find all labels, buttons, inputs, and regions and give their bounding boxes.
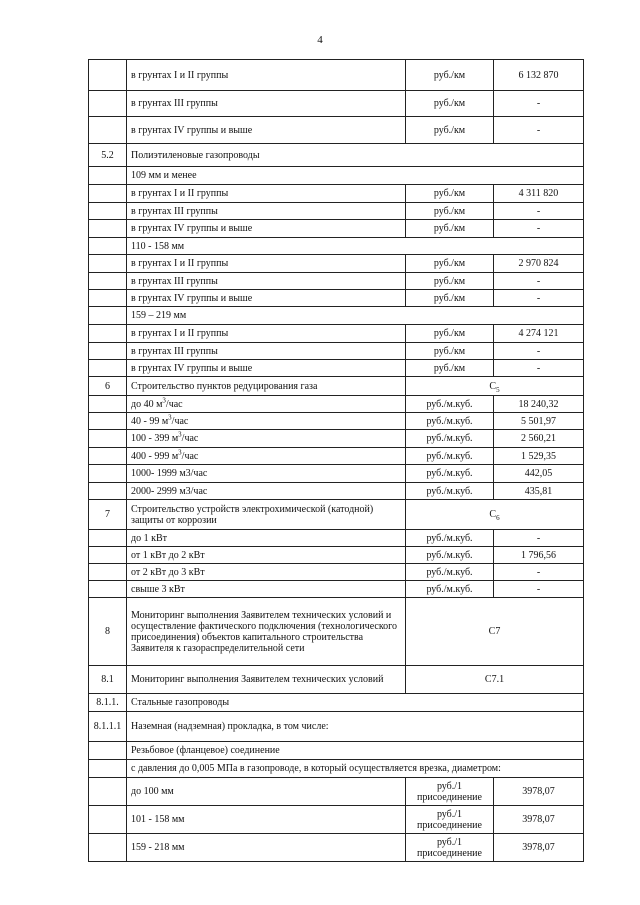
row-unit: руб./км	[406, 255, 494, 273]
table-row	[89, 91, 584, 117]
row-description-text: 101 - 158 мм	[131, 814, 185, 825]
row-description-text: в грунтах III группы	[131, 205, 218, 217]
row-value: -	[494, 343, 584, 360]
row-coefficient	[406, 666, 584, 694]
row-value: 442,05	[494, 465, 584, 483]
row-value: 3978,07	[494, 778, 584, 806]
row-number	[89, 325, 127, 343]
row-number	[89, 448, 127, 465]
table-row	[89, 325, 584, 343]
row-unit: руб./м.куб.	[406, 547, 494, 564]
unit-exponent: 3	[168, 413, 172, 422]
table-row	[89, 60, 584, 91]
row-description	[127, 203, 406, 220]
row-number: 8	[89, 598, 127, 666]
row-description	[127, 325, 406, 343]
row-number	[89, 91, 127, 117]
table-row	[89, 666, 584, 694]
row-number	[89, 806, 127, 834]
table-row	[89, 255, 584, 273]
row-coefficient	[406, 377, 584, 396]
table-row	[89, 778, 584, 806]
unit-exponent: 3	[162, 396, 166, 405]
row-coefficient	[406, 500, 584, 530]
row-description	[127, 396, 406, 413]
row-unit: руб./м.куб.	[406, 564, 494, 581]
row-description	[127, 377, 406, 396]
row-description	[127, 465, 406, 483]
table-row	[89, 167, 584, 185]
table-row	[89, 760, 584, 778]
row-number	[89, 343, 127, 360]
table-row	[89, 448, 584, 465]
row-description	[127, 581, 406, 598]
row-section-text: 159 – 219 мм	[127, 307, 584, 325]
row-description-text: 100 - 399 м	[131, 433, 179, 444]
row-number	[89, 203, 127, 220]
page-number: 4	[317, 34, 323, 46]
row-description-text: 2000- 2999 м3/час	[131, 485, 208, 497]
row-value: -	[494, 360, 584, 377]
table-row	[89, 307, 584, 325]
row-description-text: 1000- 1999 м3/час	[131, 468, 208, 479]
row-number	[89, 547, 127, 564]
coefficient-label: С7	[488, 626, 501, 637]
row-unit: руб./км	[406, 273, 494, 290]
row-unit: руб./м.куб.	[406, 448, 494, 465]
row-number	[89, 760, 127, 778]
row-section-text: Стальные газопроводы	[127, 694, 584, 712]
row-unit: руб./м.куб.	[406, 530, 494, 547]
row-description-text: в грунтах IV группы и выше	[131, 223, 253, 234]
row-value: 1 529,35	[494, 448, 584, 465]
table-row	[89, 834, 584, 862]
table-row	[89, 238, 584, 255]
row-unit: руб./м.куб.	[406, 430, 494, 448]
table-row	[89, 564, 584, 581]
row-number	[89, 238, 127, 255]
row-number	[89, 117, 127, 144]
row-number	[89, 185, 127, 203]
row-number: 8.1	[89, 666, 127, 694]
row-unit: руб./км	[406, 343, 494, 360]
row-number: 7	[89, 500, 127, 530]
row-description-text: Мониторинг выполнения Заявителем технических условий и осуществление фактического подключения (технологического присоединения) объектов капитального строительства Заявителя к газораспределительной сети	[131, 609, 398, 654]
row-number	[89, 564, 127, 581]
row-description	[127, 290, 406, 307]
row-description	[127, 530, 406, 547]
row-description-text: в грунтах I и II группы	[131, 69, 229, 81]
table-row	[89, 220, 584, 238]
row-description	[127, 413, 406, 430]
row-description-text: в грунтах III группы	[131, 275, 218, 287]
row-value: -	[494, 203, 584, 220]
row-unit: руб./км	[406, 91, 494, 117]
row-section-text: с давления до 0,005 МПа в газопроводе, в который осуществляется врезка, диаметром:	[127, 760, 584, 778]
row-value: -	[494, 220, 584, 238]
table-row	[89, 185, 584, 203]
row-unit: руб./м.куб.	[406, 483, 494, 500]
row-description-text: до 1 кВт	[131, 532, 167, 544]
row-unit: руб./км	[406, 220, 494, 238]
row-description	[127, 500, 406, 530]
table-row	[89, 465, 584, 483]
row-value: -	[494, 564, 584, 581]
table-row	[89, 500, 584, 530]
table-row	[89, 483, 584, 500]
row-value: 3978,07	[494, 834, 584, 862]
row-value: 2 970 824	[494, 255, 584, 273]
row-number	[89, 307, 127, 325]
row-description-text: до 100 мм	[131, 786, 174, 797]
row-description	[127, 448, 406, 465]
row-section-text: Полиэтиленовые газопроводы	[127, 144, 584, 167]
row-description-text: в грунтах I и II группы	[131, 328, 229, 339]
row-unit: руб./м.куб.	[406, 465, 494, 483]
row-value: 5 501,97	[494, 413, 584, 430]
row-unit: руб./км	[406, 290, 494, 307]
row-unit: руб./1 присоединение	[406, 806, 494, 834]
coefficient-label: C	[489, 509, 497, 520]
row-description-text: в грунтах III группы	[131, 345, 218, 357]
row-value: 4 274 121	[494, 325, 584, 343]
table-row	[89, 742, 584, 760]
row-description-text: до 40 м	[131, 398, 163, 410]
row-description	[127, 778, 406, 806]
row-description	[127, 806, 406, 834]
row-value: 435,81	[494, 483, 584, 500]
row-value: -	[494, 581, 584, 598]
row-number	[89, 530, 127, 547]
table-row	[89, 203, 584, 220]
row-number	[89, 413, 127, 430]
row-number: 6	[89, 377, 127, 396]
row-section-text: Наземная (надземная) прокладка, в том числе:	[127, 712, 584, 742]
row-description	[127, 255, 406, 273]
row-description-text: Строительство пунктов редуцирования газа	[131, 380, 318, 392]
row-number	[89, 465, 127, 483]
unit-suffix: /час	[181, 450, 199, 462]
row-description-text: в грунтах III группы	[131, 98, 218, 109]
table-row	[89, 343, 584, 360]
row-description	[127, 117, 406, 144]
table-row	[89, 806, 584, 834]
row-number	[89, 581, 127, 598]
row-description-text: 40 - 99 м	[131, 415, 169, 427]
row-description	[127, 273, 406, 290]
table-row	[89, 530, 584, 547]
table-row	[89, 581, 584, 598]
coefficient-index: 5	[496, 385, 500, 394]
row-description-text: 159 - 218 мм	[131, 842, 185, 853]
row-section-text: 110 - 158 мм	[127, 238, 584, 255]
row-unit: руб./км	[406, 360, 494, 377]
row-coefficient	[406, 598, 584, 666]
row-number	[89, 834, 127, 862]
row-unit: руб./км	[406, 60, 494, 91]
row-description	[127, 834, 406, 862]
table-row	[89, 396, 584, 413]
row-value: 18 240,32	[494, 396, 584, 413]
unit-suffix: /час	[165, 398, 183, 410]
row-unit: руб./м.куб.	[406, 581, 494, 598]
row-description-text: в грунтах IV группы и выше	[131, 292, 253, 304]
row-value: 2 560,21	[494, 430, 584, 448]
row-unit: руб./км	[406, 203, 494, 220]
row-section-text: Резьбовое (фланцевое) соединение	[127, 742, 584, 760]
unit-suffix: /час	[181, 433, 199, 444]
row-description-text: 400 - 999 м	[131, 450, 179, 462]
row-unit: руб./1 присоединение	[406, 834, 494, 862]
row-value: 6 132 870	[494, 60, 584, 91]
row-value: 3978,07	[494, 806, 584, 834]
row-description	[127, 360, 406, 377]
row-number	[89, 167, 127, 185]
row-value: -	[494, 290, 584, 307]
row-value: -	[494, 117, 584, 144]
row-number	[89, 290, 127, 307]
row-value: 1 796,56	[494, 547, 584, 564]
table-row	[89, 430, 584, 448]
table-row	[89, 273, 584, 290]
table-row	[89, 413, 584, 430]
row-unit: руб./км	[406, 325, 494, 343]
row-unit: руб./м.куб.	[406, 396, 494, 413]
row-description	[127, 666, 406, 694]
row-unit: руб./1 присоединение	[406, 778, 494, 806]
row-number: 8.1.1.1	[89, 712, 127, 742]
row-description	[127, 91, 406, 117]
unit-suffix: /час	[171, 415, 189, 427]
row-description	[127, 598, 406, 666]
row-description-text: в грунтах I и II группы	[131, 258, 229, 269]
row-number	[89, 273, 127, 290]
row-value: 4 311 820	[494, 185, 584, 203]
table-row	[89, 377, 584, 396]
row-description	[127, 483, 406, 500]
row-number	[89, 430, 127, 448]
row-number	[89, 360, 127, 377]
row-description-text: в грунтах I и II группы	[131, 188, 229, 199]
row-description-text: Мониторинг выполнения Заявителем технических условий	[131, 674, 384, 685]
row-section-text: 109 мм и менее	[127, 167, 584, 185]
row-number: 5.2	[89, 144, 127, 167]
row-description-text: в грунтах IV группы и выше	[131, 362, 253, 374]
row-number	[89, 483, 127, 500]
table-row	[89, 547, 584, 564]
coefficient-index: 6	[496, 514, 500, 522]
row-unit: руб./км	[406, 185, 494, 203]
row-number: 8.1.1.	[89, 694, 127, 712]
row-description-text: в грунтах IV группы и выше	[131, 124, 253, 136]
row-description	[127, 430, 406, 448]
row-value: -	[494, 273, 584, 290]
coefficient-label: C	[489, 380, 497, 392]
row-number	[89, 778, 127, 806]
row-description	[127, 343, 406, 360]
row-description	[127, 547, 406, 564]
table-row	[89, 117, 584, 144]
row-description	[127, 220, 406, 238]
row-description	[127, 60, 406, 91]
row-number	[89, 255, 127, 273]
table-row	[89, 144, 584, 167]
row-number	[89, 742, 127, 760]
unit-exponent: 3	[178, 448, 182, 457]
table-row	[89, 598, 584, 666]
tariff-table	[88, 59, 584, 862]
row-unit: руб./м.куб.	[406, 413, 494, 430]
row-value: -	[494, 91, 584, 117]
row-value: -	[494, 530, 584, 547]
row-description-text: свыше 3 кВт	[131, 583, 185, 595]
row-number	[89, 60, 127, 91]
row-description-text: от 2 кВт до 3 кВт	[131, 566, 205, 578]
row-number	[89, 220, 127, 238]
coefficient-label: С7.1	[484, 674, 505, 685]
table-row	[89, 712, 584, 742]
row-number	[89, 396, 127, 413]
table-row	[89, 360, 584, 377]
table-row	[89, 290, 584, 307]
row-description	[127, 185, 406, 203]
row-description-text: Строительство устройств электрохимической (катодной) защиты от коррозии	[131, 503, 374, 526]
row-description-text: от 1 кВт до 2 кВт	[131, 549, 205, 561]
row-description	[127, 564, 406, 581]
table-row	[89, 694, 584, 712]
row-unit: руб./км	[406, 117, 494, 144]
unit-exponent: 3	[178, 430, 182, 439]
